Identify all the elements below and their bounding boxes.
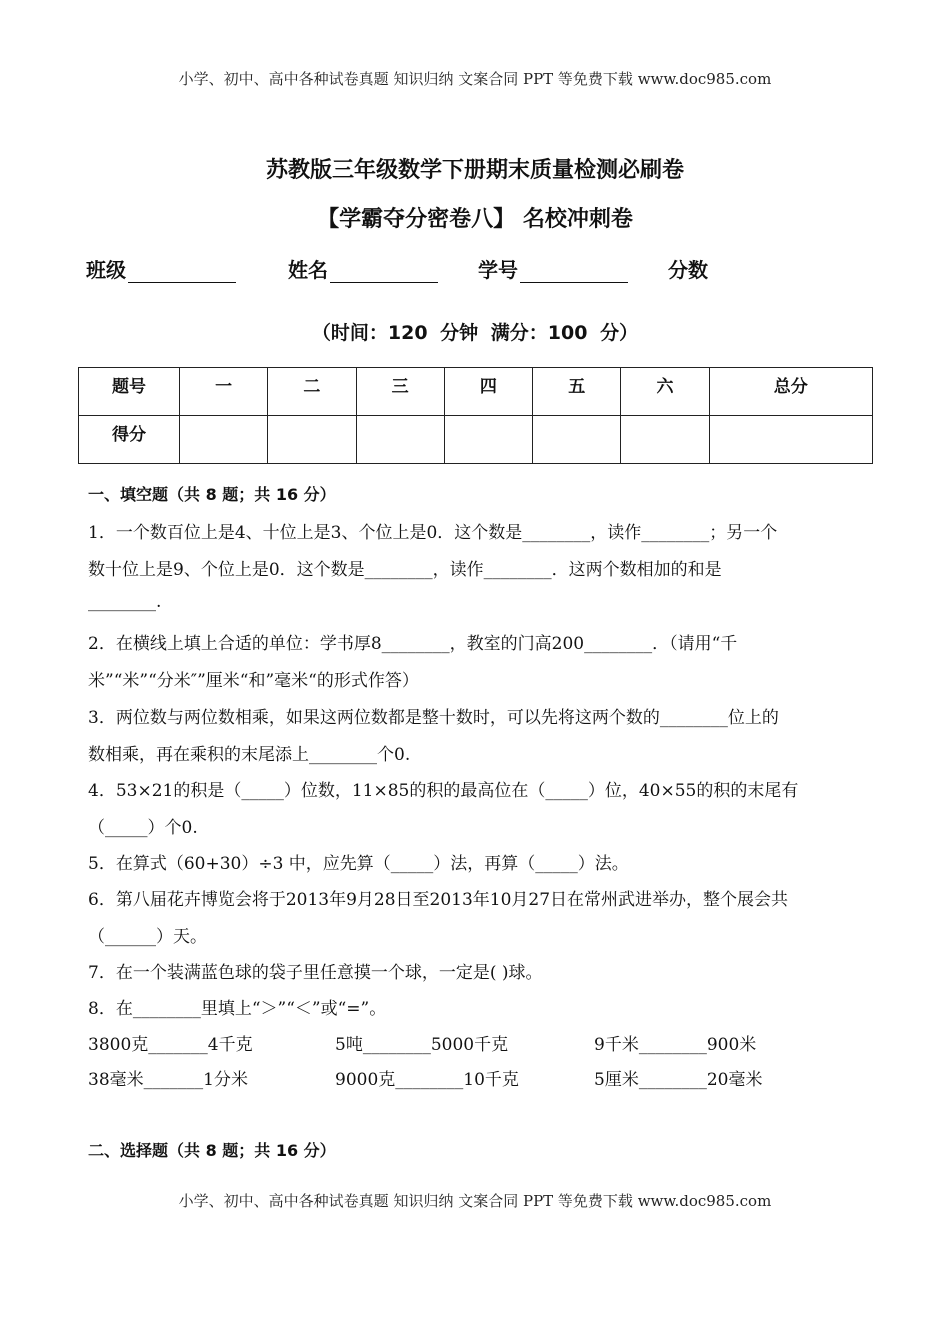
student-id-label: 学号 (478, 258, 518, 282)
question-1-line-3: ________. (88, 592, 162, 612)
page-footer: 小学、初中、高中各种试卷真题 知识归纳 文案合同 PPT 等免费下载 www.doc985.com (178, 1192, 772, 1210)
score-cell[interactable] (621, 416, 709, 464)
score-table-header: 五 (533, 368, 621, 416)
question-1-line-1: 1．一个数百位上是4、十位上是3、个位上是0．这个数是________，读作________；另一个 (88, 523, 778, 543)
question-3-line-2: 数相乘，再在乘积的末尾添上________个0. (88, 745, 411, 765)
score-label: 分数 (668, 258, 708, 282)
question-4-line-2: （_____）个0. (88, 818, 198, 838)
section-1-title: 一、填空题（共 8 题；共 16 分） (88, 485, 336, 504)
score-cell[interactable] (268, 416, 356, 464)
question-8-item: 5厘米________20毫米 (594, 1070, 763, 1090)
question-3-line-1: 3．两位数与两位数相乘，如果这两位数都是整十数时，可以先将这两个数的________位上的 (88, 708, 779, 728)
time-info: （时间：120 分钟 满分：100 分） (311, 322, 639, 344)
question-1-line-2: 数十位上是9、个位上是0．这个数是________，读作________．这两个数相加的和是 (88, 560, 722, 580)
class-field (86, 254, 236, 283)
question-8-item: 5吨________5000千克 (335, 1035, 509, 1055)
exam-title: 苏教版三年级数学下册期末质量检测必刷卷 (265, 158, 684, 183)
question-2-line-2: 米”“米”“分米″”厘米“和”毫米“的形式作答） (88, 671, 419, 691)
question-6-line-1: 6．第八届花卉博览会将于2013年9月28日至2013年10月27日在常州武进举办，整个展会共 (88, 890, 789, 910)
score-cell[interactable] (444, 416, 532, 464)
score-table-header: 六 (621, 368, 709, 416)
name-field (288, 254, 438, 283)
score-cell[interactable] (180, 416, 268, 464)
score-row-label: 得分 (79, 416, 180, 464)
question-8-item: 3800克_______4千克 (88, 1035, 253, 1055)
section-2-title: 二、选择题（共 8 题；共 16 分） (88, 1141, 336, 1160)
score-table (78, 367, 873, 464)
class-blank (128, 262, 236, 283)
question-8-line-1: 8．在________里填上“＞”“＜”或“=”。 (88, 999, 387, 1019)
question-7-line-1: 7．在一个装满蓝色球的袋子里任意摸一个球，一定是( )球。 (88, 963, 543, 983)
score-cell[interactable] (356, 416, 444, 464)
question-5-line-1: 5．在算式（60+30）÷3 中，应先算（_____）法，再算（_____）法。 (88, 854, 629, 874)
score-table-header: 二 (268, 368, 356, 416)
student-id-field (478, 254, 628, 283)
score-table-header-row (79, 368, 873, 416)
question-4-line-1: 4．53×21的积是（_____）位数，11×85的积的最高位在（_____）位，40×55的积的末尾有 (88, 781, 799, 801)
class-label: 班级 (86, 258, 126, 282)
question-8-item: 38毫米_______1分米 (88, 1070, 248, 1090)
question-6-line-2: （______）天。 (88, 927, 207, 947)
exam-subtitle: 【学霸夺分密卷八】 名校冲刺卷 (317, 207, 633, 232)
score-table-header: 一 (180, 368, 268, 416)
score-table-header: 题号 (79, 368, 180, 416)
student-id-blank (520, 262, 628, 283)
name-label: 姓名 (288, 258, 328, 282)
question-2-line-1: 2．在横线上填上合适的单位：学书厚8________，教室的门高200________．（请用“千 (88, 634, 738, 654)
page-header: 小学、初中、高中各种试卷真题 知识归纳 文案合同 PPT 等免费下载 www.doc985.com (178, 70, 772, 88)
question-8-item: 9千米________900米 (594, 1035, 757, 1055)
score-field (668, 254, 708, 283)
score-cell[interactable] (709, 416, 872, 464)
score-cell[interactable] (533, 416, 621, 464)
score-table-header: 总分 (709, 368, 872, 416)
question-8-item: 9000克________10千克 (335, 1070, 519, 1090)
score-table-header: 三 (356, 368, 444, 416)
score-table-score-row (79, 416, 873, 464)
score-table-header: 四 (444, 368, 532, 416)
name-blank (330, 262, 438, 283)
